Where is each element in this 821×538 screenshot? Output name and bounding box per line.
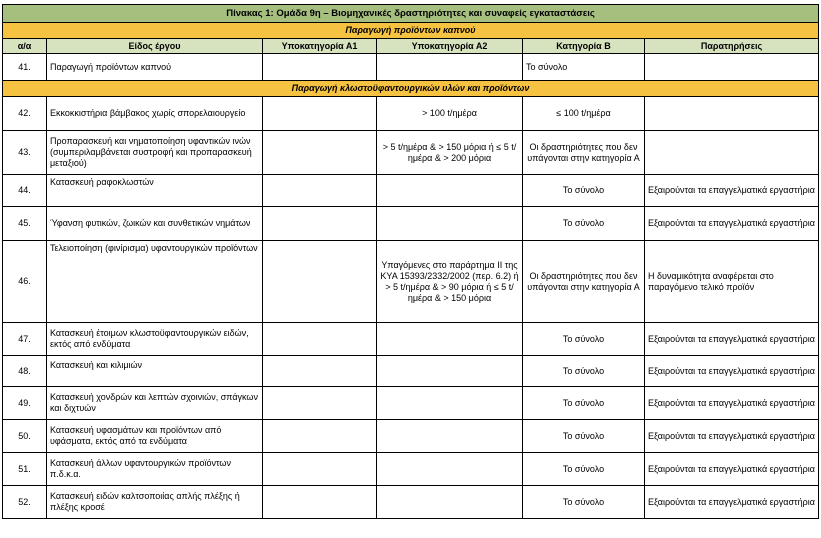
row-number: 50. — [3, 420, 47, 453]
subcategory-a2 — [377, 387, 523, 420]
col-header-b: Κατηγορία Β — [523, 39, 645, 54]
row-number: 51. — [3, 453, 47, 486]
subcategory-a1 — [263, 387, 377, 420]
category-b: Το σύνολο — [523, 207, 645, 241]
subcategory-a2 — [377, 420, 523, 453]
work-type: Εκκοκκιστήρια βάμβακος χωρίς σπορελαιουργείο — [47, 97, 263, 131]
subcategory-a2: > 100 t/ημέρα — [377, 97, 523, 131]
subcategory-a1 — [263, 356, 377, 387]
category-b: Το σύνολο — [523, 420, 645, 453]
category-b: Το σύνολο — [523, 175, 645, 207]
notes: Εξαιρούνται τα επαγγελματικά εργαστήρια — [645, 356, 819, 387]
notes: Εξαιρούνται τα επαγγελματικά εργαστήρια — [645, 387, 819, 420]
table-row — [3, 486, 819, 519]
subcategory-a1 — [263, 420, 377, 453]
work-type: Ύφανση φυτικών, ζωικών και συνθετικών νημάτων — [47, 207, 263, 241]
subcategory-a1 — [263, 207, 377, 241]
subcategory-a1 — [263, 486, 377, 519]
col-header-notes: Παρατηρήσεις — [645, 39, 819, 54]
notes: Εξαιρούνται τα επαγγελματικά εργαστήρια — [645, 323, 819, 356]
subcategory-a2 — [377, 207, 523, 241]
work-type: Κατασκευή ραφοκλωστών — [47, 175, 263, 207]
subcategory-a1 — [263, 241, 377, 323]
notes — [645, 54, 819, 81]
category-b: Το σύνολο — [523, 54, 645, 81]
category-b: Το σύνολο — [523, 486, 645, 519]
row-number: 41. — [3, 54, 47, 81]
row-number: 48. — [3, 356, 47, 387]
table-row — [3, 420, 819, 453]
work-type: Κατασκευή χονδρών και λεπτών σχοινιών, σπάγκων και διχτυών — [47, 387, 263, 420]
subcategory-a1 — [263, 175, 377, 207]
notes — [645, 97, 819, 131]
col-header-a1: Υποκατηγορία Α1 — [263, 39, 377, 54]
row-number: 44. — [3, 175, 47, 207]
table-row — [3, 453, 819, 486]
subcategory-a1 — [263, 131, 377, 175]
table-row — [3, 207, 819, 241]
notes: Εξαιρούνται τα επαγγελματικά εργαστήρια — [645, 420, 819, 453]
category-b: Το σύνολο — [523, 387, 645, 420]
subcategory-a2 — [377, 453, 523, 486]
notes: Εξαιρούνται τα επαγγελματικά εργαστήρια — [645, 207, 819, 241]
category-b: Το σύνολο — [523, 356, 645, 387]
row-number: 49. — [3, 387, 47, 420]
row-number: 45. — [3, 207, 47, 241]
col-header-a2: Υποκατηγορία Α2 — [377, 39, 523, 54]
column-header-row — [3, 39, 819, 54]
subcategory-a1 — [263, 323, 377, 356]
row-number: 42. — [3, 97, 47, 131]
work-type: Κατασκευή έτοιμων κλωστοϋφαντουργικών ειδών, εκτός από ενδύματα — [47, 323, 263, 356]
category-b: Οι δραστηριότητες που δεν υπάγονται στην κατηγορία Α — [523, 241, 645, 323]
row-number: 52. — [3, 486, 47, 519]
section-header-tobacco: Παραγωγή προϊόντων καπνού — [3, 23, 819, 39]
category-b: Το σύνολο — [523, 323, 645, 356]
row-number: 46. — [3, 241, 47, 323]
work-type: Προπαρασκευή και νηματοποίηση υφαντικών ινών (συμπεριλαμβάνεται συστροφή και προπαρασκευή μεταξιού) — [47, 131, 263, 175]
notes: Εξαιρούνται τα επαγγελματικά εργαστήρια — [645, 486, 819, 519]
notes: Εξαιρούνται τα επαγγελματικά εργαστήρια — [645, 175, 819, 207]
subcategory-a1 — [263, 453, 377, 486]
subcategory-a2 — [377, 356, 523, 387]
table-row — [3, 175, 819, 207]
subcategory-a1 — [263, 54, 377, 81]
table-row — [3, 97, 819, 131]
work-type: Παραγωγή προϊόντων καπνού — [47, 54, 263, 81]
notes — [645, 131, 819, 175]
notes: Η δυναμικότητα αναφέρεται στο παραγόμενο τελικό προϊόν — [645, 241, 819, 323]
work-type: Κατασκευή ειδών καλτσοποιίας απλής πλέξης ή πλέξης κροσέ — [47, 486, 263, 519]
row-number: 47. — [3, 323, 47, 356]
activities-table — [2, 4, 819, 519]
category-b: Οι δραστηριότητες που δεν υπάγονται στην κατηγορία Α — [523, 131, 645, 175]
subcategory-a2: > 5 t/ημέρα & > 150 μόρια ή ≤ 5 t/ημέρα & > 200 μόρια — [377, 131, 523, 175]
col-header-aa: α/α — [3, 39, 47, 54]
section-header-textiles: Παραγωγή κλωστοϋφαντουργικών υλών και προϊόντων — [3, 81, 819, 97]
table-row — [3, 131, 819, 175]
subcategory-a2 — [377, 54, 523, 81]
work-type: Κατασκευή και κιλιμιών — [47, 356, 263, 387]
category-b: ≤ 100 t/ημέρα — [523, 97, 645, 131]
table-row — [3, 241, 819, 323]
subcategory-a2 — [377, 486, 523, 519]
work-type: Κατασκευή υφασμάτων και προϊόντων από υφάσματα, εκτός από τα ενδύματα — [47, 420, 263, 453]
notes: Εξαιρούνται τα επαγγελματικά εργαστήρια — [645, 453, 819, 486]
table-row — [3, 387, 819, 420]
subcategory-a1 — [263, 97, 377, 131]
table-title: Πίνακας 1: Ομάδα 9η – Βιομηχανικές δραστηριότητες και συναφείς εγκαταστάσεις — [3, 5, 819, 23]
work-type: Τελειοποίηση (φινίρισμα) υφαντουργικών προϊόντων — [47, 241, 263, 323]
category-b: Το σύνολο — [523, 453, 645, 486]
subcategory-a2: Υπαγόμενες στο παράρτημα ΙΙ της ΚΥΑ 15393/2332/2002 (περ. 6.2) ή > 5 t/ημέρα & > 90 μόρια ή ≤ 5 t/ημέρα & > 150 μόρια — [377, 241, 523, 323]
subcategory-a2 — [377, 323, 523, 356]
table-row — [3, 54, 819, 81]
work-type: Κατασκευή άλλων υφαντουργικών προϊόντων π.δ.κ.α. — [47, 453, 263, 486]
subcategory-a2 — [377, 175, 523, 207]
col-header-work: Είδος έργου — [47, 39, 263, 54]
row-number: 43. — [3, 131, 47, 175]
table-row — [3, 323, 819, 356]
table-row — [3, 356, 819, 387]
